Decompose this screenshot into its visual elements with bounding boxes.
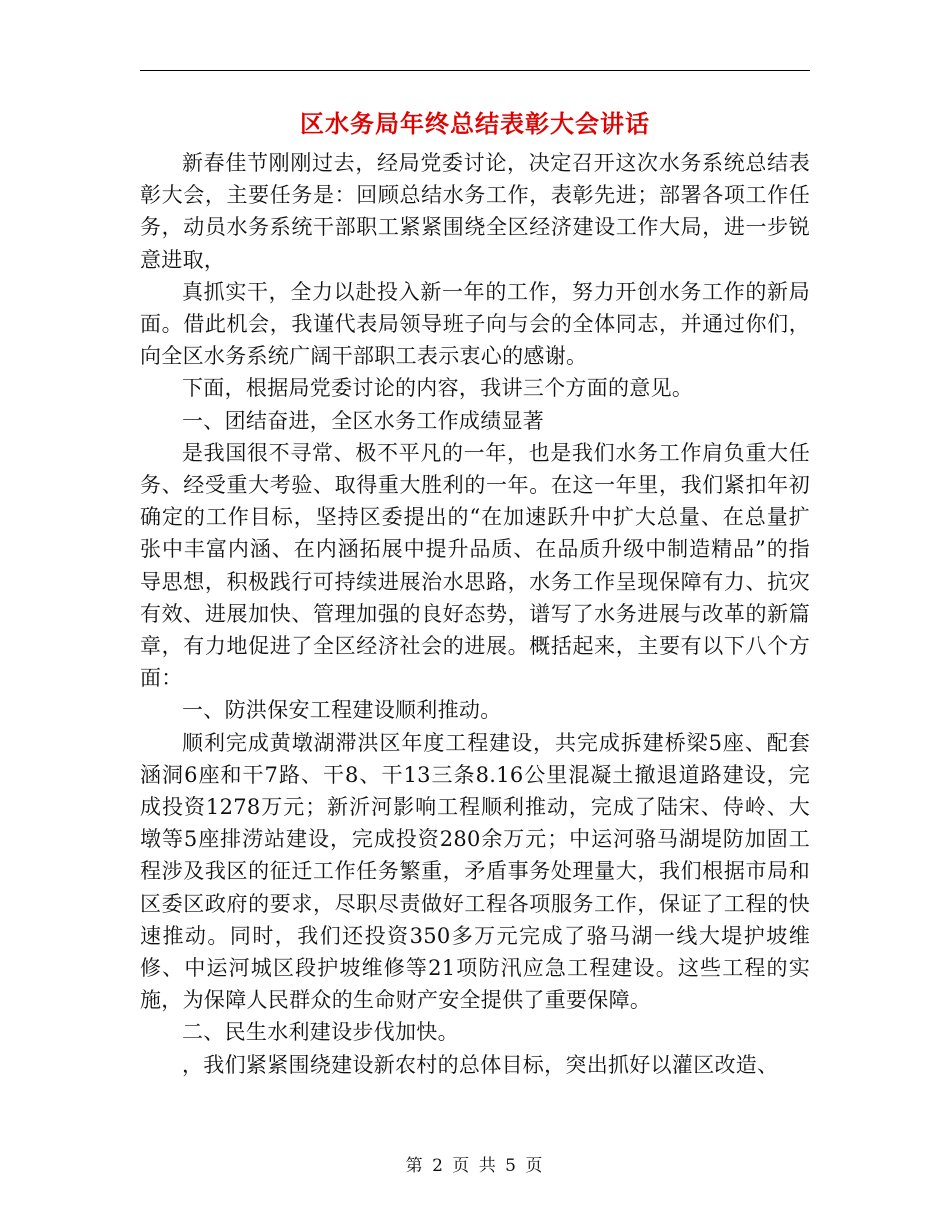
- paragraph: 新春佳节刚刚过去，经局党委讨论，决定召开这次水务系统总结表彰大会，主要任务是：回顾总结水务工作，表彰先进；部署各项工作任务，动员水务系统干部职工紧紧围绕全区经济建设工作大局，进一步锐意进取，: [140, 151, 810, 272]
- paragraph: ，我们紧紧围绕建设新农村的总体目标，突出抓好以灌区改造、: [182, 1052, 779, 1077]
- paragraph: 是我国很不寻常、极不平凡的一年，也是我们水务工作肩负重大任务、经受重大考验、取得重大胜利的一年。在这一年里，我们紧扣年初确定的工作目标，坚持区委提出的“在加速跃升中扩大总量、在总量扩张中丰富内涵、在内涵拓展中提升品质、在品质升级中制造精品”的指导思想，积极践行可持续进展治水思路，水务工作呈现保障有力、抗灾有效、进展加快、管理加强的良好态势，谱写了水务进展与改革的新篇章，有力地促进了全区经济社会的进展。概括起来，主要有以下八个方面：: [140, 440, 810, 691]
- paragraph: 顺利完成黄墩湖滞洪区年度工程建设，共完成拆建桥梁5座、配套涵洞6座和干7路、干8、干13三条8.16公里混凝土撤退道路建设，完成投资1278万元；新沂河影响工程顺利推动，完成了陆宋、侍岭、大墩等5座排涝站建设，完成投资280余万元；中运河骆马湖堤防加固工程涉及我区的征迁工作任务繁重，矛盾事务处理量大，我们根据市局和区委区政府的要求，尽职尽责做好工程各项服务工作，保证了工程的快速推动。同时，我们还投资350多万元完成了骆马湖一线大堤护坡维修、中运河城区段护坡维修等21项防汛应急工程建设。这些工程的实施，为保障人民群众的生命财产安全提供了重要保障。: [140, 730, 810, 1013]
- page-number-footer: 第 2 页 共 5 页: [405, 1156, 545, 1176]
- document-title: 区水务局年终总结表彰大会讲话: [300, 109, 650, 138]
- subsection-heading: 二、民生水利建设步伐加快。: [182, 1020, 459, 1045]
- paragraph: 下面，根据局党委讨论的内容，我讲三个方面的意见。: [182, 376, 694, 401]
- document-body: [140, 147, 810, 1081]
- paragraph: 真抓实干，全力以赴投入新一年的工作，努力开创水务工作的新局面。借此机会，我谨代表局领导班子向与会的全体同志，并通过你们，向全区水务系统广阔干部职工表示衷心的感谢。: [140, 279, 810, 369]
- header-rule: [140, 70, 810, 71]
- section-heading: 一、团结奋进，全区水务工作成绩显著: [182, 408, 545, 433]
- subsection-heading: 一、防洪保安工程建设顺利推动。: [182, 698, 502, 723]
